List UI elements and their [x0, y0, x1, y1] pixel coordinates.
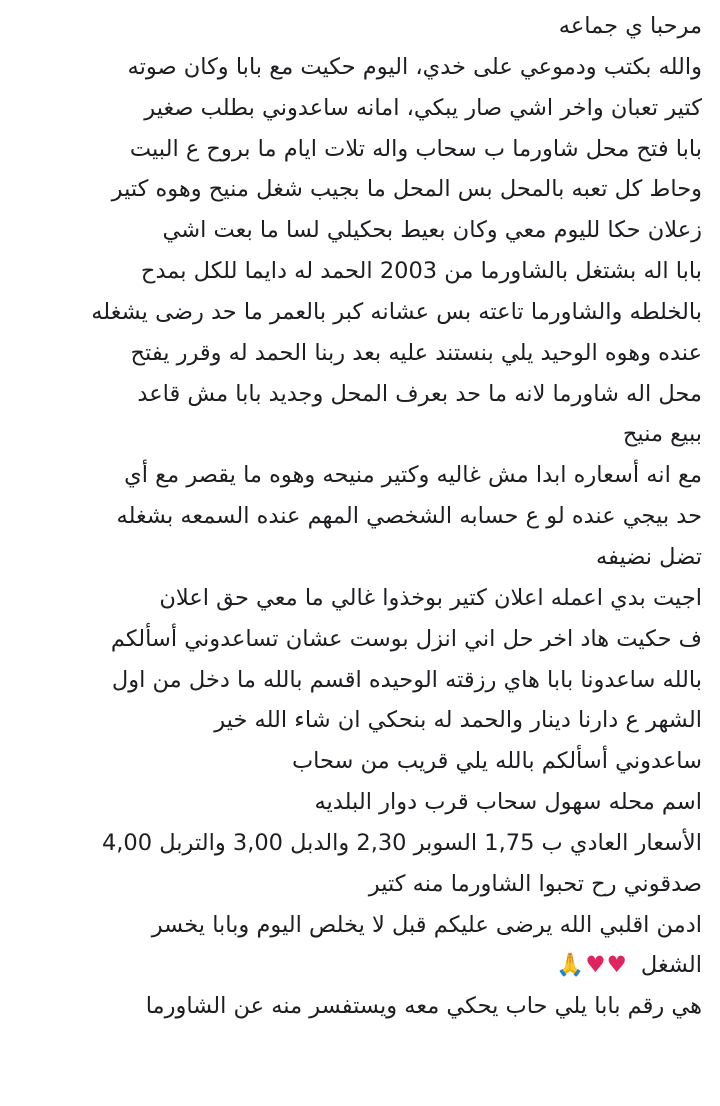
post-line: ساعدوني أسألكم بالله يلي قريب من سحاب [291, 748, 702, 775]
post-line-prices: الأسعار العادي ب 1,75 السوبر 2,30 والدبل 3,00 والتربل 4,00 [101, 829, 702, 856]
post-line: زعلان حكا لليوم معي وكان بعيط بحكيلي لسا ما بعت اشي [162, 217, 702, 244]
post-line: صدقوني رح تحبوا الشاورما منه كتير [368, 870, 702, 897]
post-line-text: الشغل [640, 952, 702, 979]
emoji-group [556, 945, 627, 986]
post-line: بابا فتح محل شاورما ب سحاب واله تلات ايام ما بروح ع البيت [129, 135, 702, 162]
post-line: والله بكتب ودموعي على خدي، اليوم حكيت مع بابا وكان صوته [127, 53, 702, 80]
post-line: الشهر ع دارنا دينار والحمد له بنحكي ان شاء الله خير [214, 707, 702, 734]
post-line: وحاط كل تعبه بالمحل بس المحل ما بجيب شغل منيح وهوه كتير [111, 176, 702, 203]
post-line: اجيت بدي اعمله اعلان كتير بوخذوا غالي ما معي حق اعلان [159, 584, 702, 611]
post-line: تضل نضيفه [596, 543, 702, 570]
post-line: هي رقم بابا يلي حاب يحكي معه ويستفسر منه عن الشاورما [145, 993, 702, 1020]
praying-hands-icon: 🙏 [556, 952, 586, 979]
post-line: بالله ساعدونا بابا هاي رزقته الوحيده اقسم بالله ما دخل من اول [111, 666, 702, 693]
red-heart-icon: ♥♥ [585, 952, 628, 979]
post-line: اسم محله سهول سحاب قرب دوار البلديه [314, 789, 702, 816]
post-line: بابا اله بشتغل بالشاورما من 2003 الحمد له دايما للكل بمدح [140, 258, 702, 285]
post-line: حد بيجي عنده لو ع حسابه الشخصي المهم عنده السمعه بشغله [116, 503, 702, 530]
post-line: بالخلطه والشاورما تاعته بس عشانه كبر بالعمر ما حد رضى يشغله [91, 298, 702, 325]
post-line-with-emoji [14, 945, 702, 986]
post-line: ف حكيت هاد اخر حل اني انزل بوست عشان تساعدوني أسألكم [110, 625, 702, 652]
post-line: ادمن اقلبي الله يرضى عليكم قبل لا يخلص اليوم وبابا يخسر [151, 911, 702, 938]
post-line: مع انه أسعاره ابدا مش غاليه وكتير منيحه وهوه ما يقصر مع أي [124, 462, 702, 489]
post-line-greeting: مرحبا ي جماعه [558, 13, 702, 39]
post-line: كتير تعبان واخر اشي صار يبكي، امانه ساعدوني بطلب صغير [144, 94, 702, 121]
post-line: محل اله شاورما لانه ما حد بعرف المحل وجديد بابا مش قاعد [137, 380, 702, 407]
post-line: عنده وهوه الوحيد يلي بنستند عليه بعد ربنا الحمد له وقرر يفتح [130, 339, 702, 366]
post-line: ببيع منيح [622, 421, 702, 448]
